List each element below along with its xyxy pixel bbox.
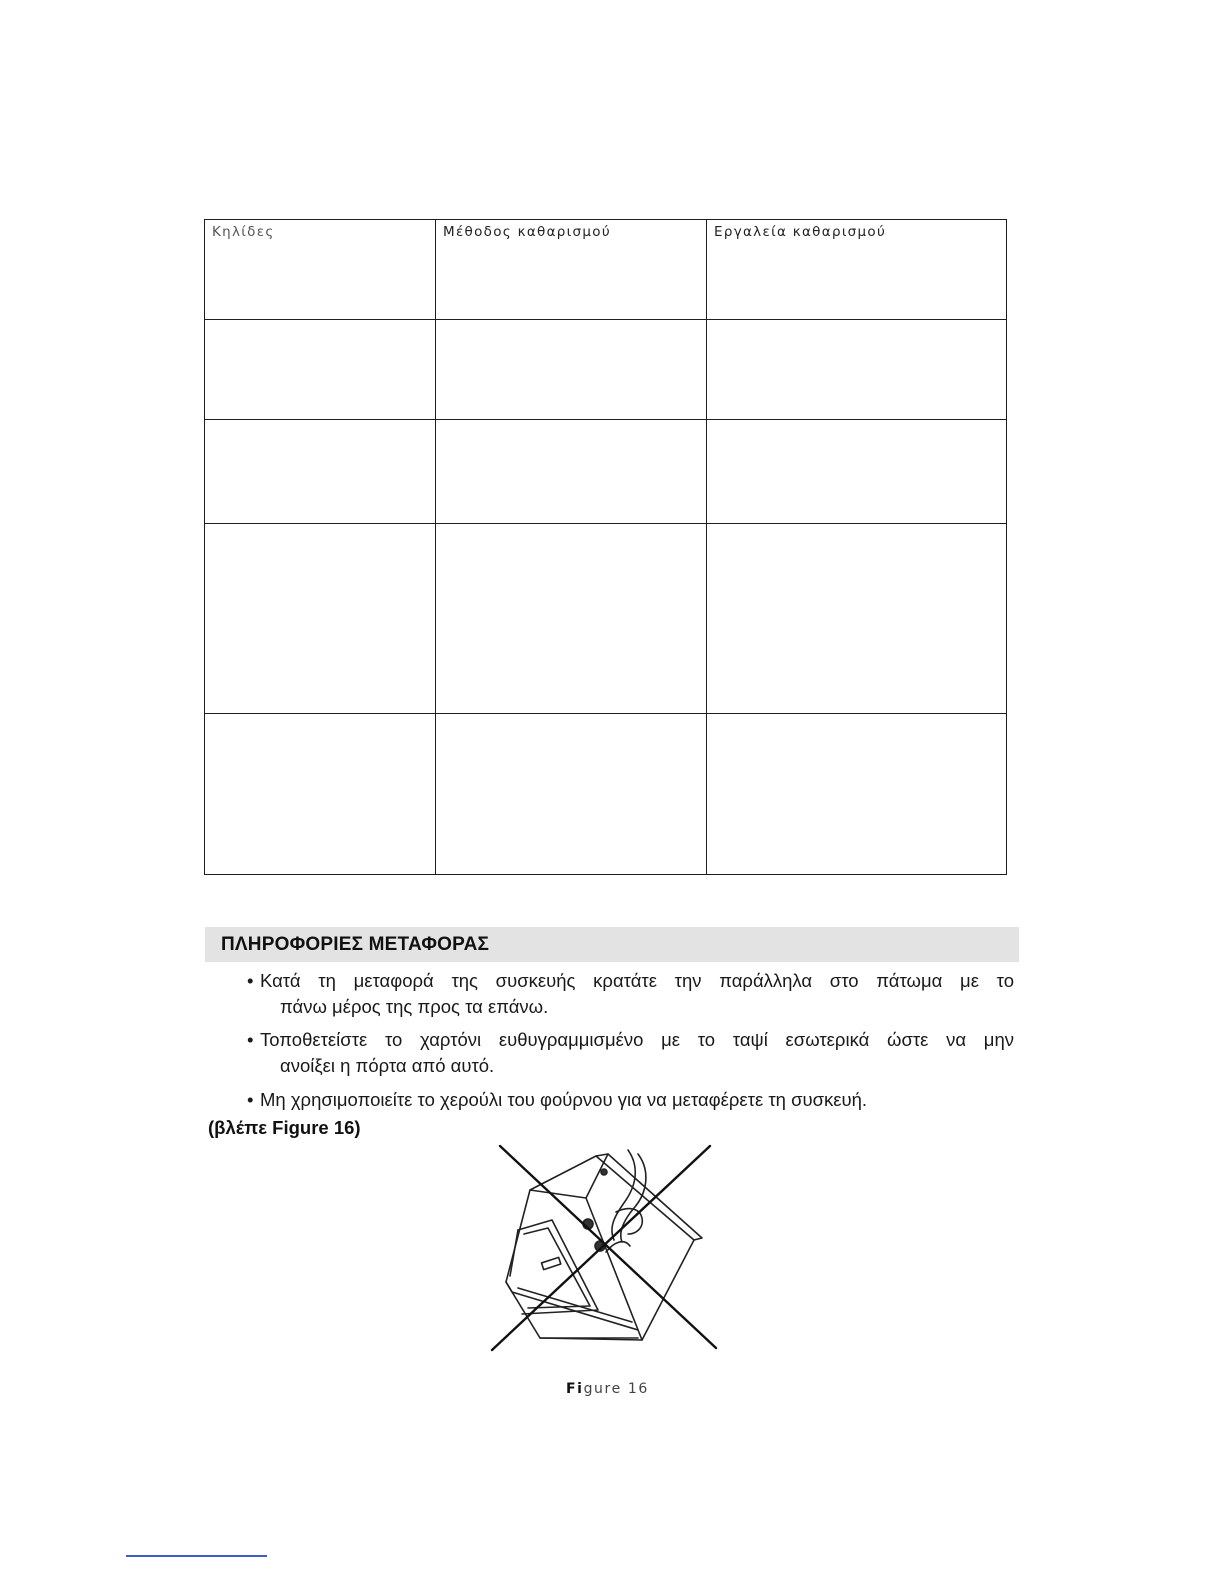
bullet-icon: • [247, 1089, 254, 1110]
bullet-text-continued: πάνω μέρος της προς τα επάνω. [280, 996, 549, 1017]
table-cell [707, 320, 1007, 420]
header-stains: Κηλίδες [212, 224, 275, 240]
crossed-out-oven-carry-icon [488, 1142, 722, 1356]
bullet-text-continued: ανοίξει η πόρτα από αυτό. [280, 1055, 495, 1076]
bullet-text: Κατά τη μεταφορά της συσκευής κρατάτε την παράλληλα στο πάτωμα με το [260, 970, 1014, 991]
table-row [205, 524, 1007, 714]
list-item [247, 1027, 1014, 1079]
list-item [247, 1087, 1014, 1113]
list-item [247, 968, 1014, 1020]
table-cell [205, 420, 436, 524]
table-cell [436, 524, 707, 714]
bullet-icon: • [247, 970, 254, 991]
table-cell [436, 320, 707, 420]
figure-reference: (βλέπε Figure 16) [208, 1117, 361, 1138]
table-header-cell [707, 220, 1007, 320]
table-header-row [205, 220, 1007, 320]
bullet-text: Μη χρησιμοποιείτε το χερούλι του φούρνου για να μεταφέρετε τη συσκευή. [260, 1089, 868, 1110]
table-cell [707, 714, 1007, 875]
figure-caption: Figure 16 [566, 1381, 649, 1397]
table-cell [436, 420, 707, 524]
table-header-cell [205, 220, 436, 320]
bullet-text: Τοποθετείστε το χαρτόνι ευθυγραμμισμένο με το ταψί εσωτερικά ώστε να μην [260, 1029, 1014, 1050]
table-cell [707, 524, 1007, 714]
table-row [205, 714, 1007, 875]
cleaning-table [204, 219, 1007, 875]
table-cell [205, 524, 436, 714]
header-cleaning-tools: Εργαλεία καθαρισμού [714, 224, 887, 240]
bullet-icon: • [247, 1029, 254, 1050]
section-title: ΠΛΗΡΟΦΟΡΙΕΣ ΜΕΤΑΦΟΡΑΣ [221, 934, 490, 955]
header-cleaning-method: Μέθοδος καθαρισμού [443, 224, 611, 240]
section-heading-bar [205, 927, 1019, 962]
table-cell [205, 320, 436, 420]
table-header-cell [436, 220, 707, 320]
table-cell [436, 714, 707, 875]
table-cell [707, 420, 1007, 524]
footer-rule [126, 1555, 267, 1557]
table-row [205, 320, 1007, 420]
table-row [205, 420, 1007, 524]
table-cell [205, 714, 436, 875]
